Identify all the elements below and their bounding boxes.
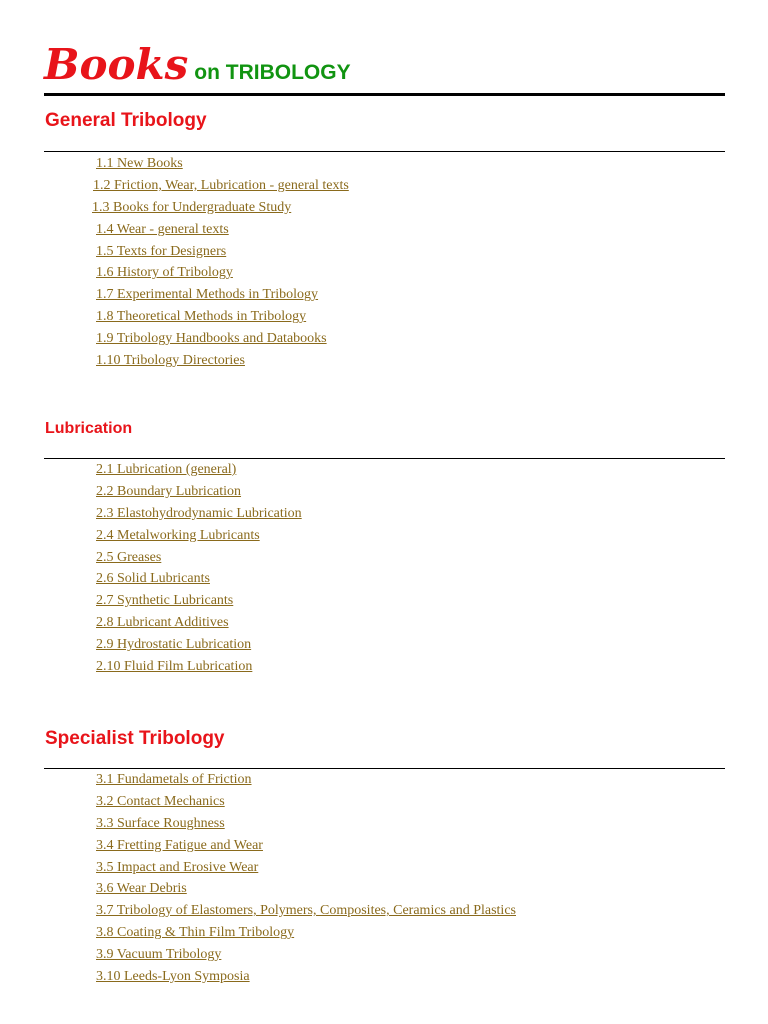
- section-heading-general-tribology: General Tribology: [45, 110, 207, 131]
- list-item: [0, 240, 349, 262]
- link-item[interactable]: 3.1 Fundametals of Friction: [96, 772, 252, 787]
- list-item: [0, 218, 349, 240]
- section-heading-lubrication: Lubrication: [45, 420, 133, 437]
- list-item: [0, 655, 302, 677]
- link-item[interactable]: 1.6 History of Tribology: [96, 265, 233, 281]
- list-item: [0, 567, 302, 589]
- link-item[interactable]: 1.7 Experimental Methods in Tribology: [96, 287, 319, 303]
- link-item[interactable]: 3.7 Tribology of Elastomers, Polymers, Composites, Ceramics and Plastics: [96, 903, 516, 919]
- list-item: [0, 943, 516, 965]
- page-title-main: Books: [44, 40, 189, 89]
- list-item: [0, 305, 349, 327]
- section-heading-specialist-tribology: Specialist Tribology: [45, 728, 225, 749]
- link-item[interactable]: 3.3 Surface Roughness: [96, 815, 225, 831]
- list-item: [0, 899, 516, 921]
- list-item: [0, 174, 349, 196]
- link-item[interactable]: 2.5 Greases: [96, 549, 162, 565]
- list-item: [0, 480, 302, 502]
- link-item[interactable]: 3.5 Impact and Erosive Wear: [96, 859, 259, 875]
- list-item: [0, 812, 516, 834]
- link-item[interactable]: 2.2 Boundary Lubrication: [96, 483, 242, 499]
- link-item[interactable]: 1.9 Tribology Handbooks and Databooks: [96, 331, 327, 347]
- link-item[interactable]: 2.8 Lubricant Additives: [96, 615, 229, 631]
- list-item: [0, 965, 516, 987]
- link-item[interactable]: 1.8 Theoretical Methods in Tribology: [96, 309, 307, 325]
- list-item: [0, 921, 516, 943]
- link-item[interactable]: 3.2 Contact Mechanics: [96, 793, 225, 809]
- link-item[interactable]: 2.1 Lubrication (general): [96, 462, 237, 477]
- list-item: [0, 611, 302, 633]
- list-item: [0, 589, 302, 611]
- title-divider: [44, 93, 725, 96]
- list-item: [0, 546, 302, 568]
- link-item[interactable]: 3.6 Wear Debris: [96, 881, 187, 897]
- list-item: [0, 834, 516, 856]
- link-item[interactable]: 1.5 Texts for Designers: [96, 243, 227, 259]
- link-item[interactable]: 3.10 Leeds-Lyon Symposia: [96, 969, 250, 985]
- link-item[interactable]: 2.4 Metalworking Lubricants: [96, 527, 260, 543]
- link-item[interactable]: 1.1 New Books: [96, 156, 183, 171]
- list-item: [0, 524, 302, 546]
- list-item: [0, 790, 516, 812]
- link-list-specialist-tribology: [0, 768, 516, 987]
- link-list-lubrication: [0, 458, 302, 677]
- link-item[interactable]: 2.3 Elastohydrodynamic Lubrication: [96, 505, 302, 521]
- link-item[interactable]: 1.4 Wear - general texts: [96, 221, 229, 237]
- link-item[interactable]: 1.3 Books for Undergraduate Study: [92, 199, 292, 215]
- link-item[interactable]: 2.10 Fluid Film Lubrication: [96, 659, 253, 675]
- list-item: [0, 327, 349, 349]
- list-item: [0, 283, 349, 305]
- list-item: [0, 196, 349, 218]
- list-item: [0, 458, 302, 480]
- link-item[interactable]: 3.4 Fretting Fatigue and Wear: [96, 837, 263, 853]
- page-title: [44, 40, 351, 89]
- list-item: [0, 152, 349, 174]
- list-item: [0, 349, 349, 371]
- list-item: [0, 261, 349, 283]
- link-item[interactable]: 3.8 Coating & Thin Film Tribology: [96, 925, 295, 941]
- page-title-sub: on TRIBOLOGY: [194, 61, 351, 84]
- link-item[interactable]: 3.9 Vacuum Tribology: [96, 947, 222, 963]
- link-item[interactable]: 2.9 Hydrostatic Lubrication: [96, 637, 252, 653]
- link-item[interactable]: 1.2 Friction, Wear, Lubrication - general texts: [93, 177, 349, 193]
- list-item: [0, 768, 516, 790]
- list-item: [0, 856, 516, 878]
- link-item[interactable]: 1.10 Tribology Directories: [96, 353, 245, 369]
- list-item: [0, 502, 302, 524]
- link-list-general-tribology: [0, 152, 349, 371]
- link-item[interactable]: 2.6 Solid Lubricants: [96, 571, 210, 587]
- list-item: [0, 877, 516, 899]
- link-item[interactable]: 2.7 Synthetic Lubricants: [96, 593, 234, 609]
- list-item: [0, 633, 302, 655]
